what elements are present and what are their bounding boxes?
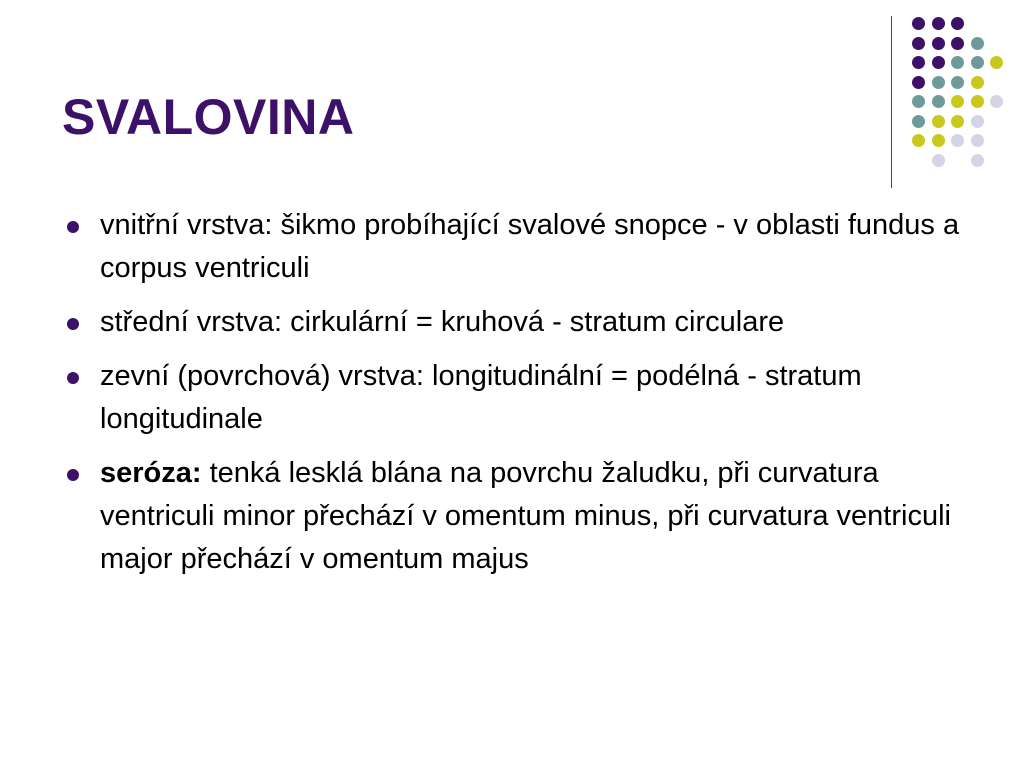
list-item-term: seróza: bbox=[100, 457, 202, 489]
decorative-dot bbox=[971, 37, 984, 50]
decorative-dot bbox=[932, 17, 945, 30]
bullet-icon bbox=[67, 469, 79, 481]
decorative-divider bbox=[891, 16, 892, 188]
decorative-dot bbox=[912, 17, 925, 30]
decorative-dot bbox=[912, 95, 925, 108]
decorative-dot bbox=[912, 76, 925, 89]
decorative-dot bbox=[951, 115, 964, 128]
decorative-dot bbox=[932, 154, 945, 167]
list-item bbox=[62, 355, 962, 441]
decorative-dot bbox=[951, 134, 964, 147]
decorative-dot bbox=[951, 95, 964, 108]
decorative-dot bbox=[951, 17, 964, 30]
list-item bbox=[62, 452, 962, 581]
decorative-dot bbox=[912, 134, 925, 147]
decorative-dot bbox=[990, 95, 1003, 108]
bullet-icon bbox=[67, 221, 79, 233]
decorative-dot bbox=[912, 56, 925, 69]
decorative-dot bbox=[951, 76, 964, 89]
slide-title: SVALOVINA bbox=[62, 89, 355, 145]
bullet-list bbox=[62, 204, 962, 592]
decorative-dot bbox=[912, 115, 925, 128]
decorative-dot bbox=[971, 115, 984, 128]
list-item-text: vnitřní vrstva: šikmo probíhající svalové snopce - v oblasti fundus a corpus ventriculi bbox=[100, 209, 960, 284]
decorative-dot bbox=[932, 115, 945, 128]
decorative-dot bbox=[912, 37, 925, 50]
list-item bbox=[62, 301, 962, 344]
list-item-text: zevní (povrchová) vrstva: longitudinální = podélná - stratum longitudinale bbox=[100, 360, 862, 435]
decorative-dot bbox=[990, 56, 1003, 69]
bullet-icon bbox=[67, 318, 79, 330]
decorative-dot bbox=[932, 134, 945, 147]
decorative-dot bbox=[971, 76, 984, 89]
bullet-icon bbox=[67, 372, 79, 384]
decorative-dot bbox=[971, 56, 984, 69]
list-item-text: tenká lesklá blána na povrchu žaludku, při curvatura ventriculi minor přechází v omentum minus, při curvatura ventriculi major přechází v omentum majus bbox=[100, 457, 951, 575]
decorative-dot bbox=[951, 56, 964, 69]
decorative-dot bbox=[932, 56, 945, 69]
decorative-dot bbox=[971, 134, 984, 147]
decorative-dot bbox=[971, 95, 984, 108]
list-item-text: střední vrstva: cirkulární = kruhová - stratum circulare bbox=[100, 306, 785, 338]
decorative-dot bbox=[951, 37, 964, 50]
list-item bbox=[62, 204, 962, 290]
decorative-dot bbox=[971, 154, 984, 167]
decorative-dot bbox=[932, 76, 945, 89]
decorative-dot bbox=[932, 95, 945, 108]
decorative-dot bbox=[932, 37, 945, 50]
